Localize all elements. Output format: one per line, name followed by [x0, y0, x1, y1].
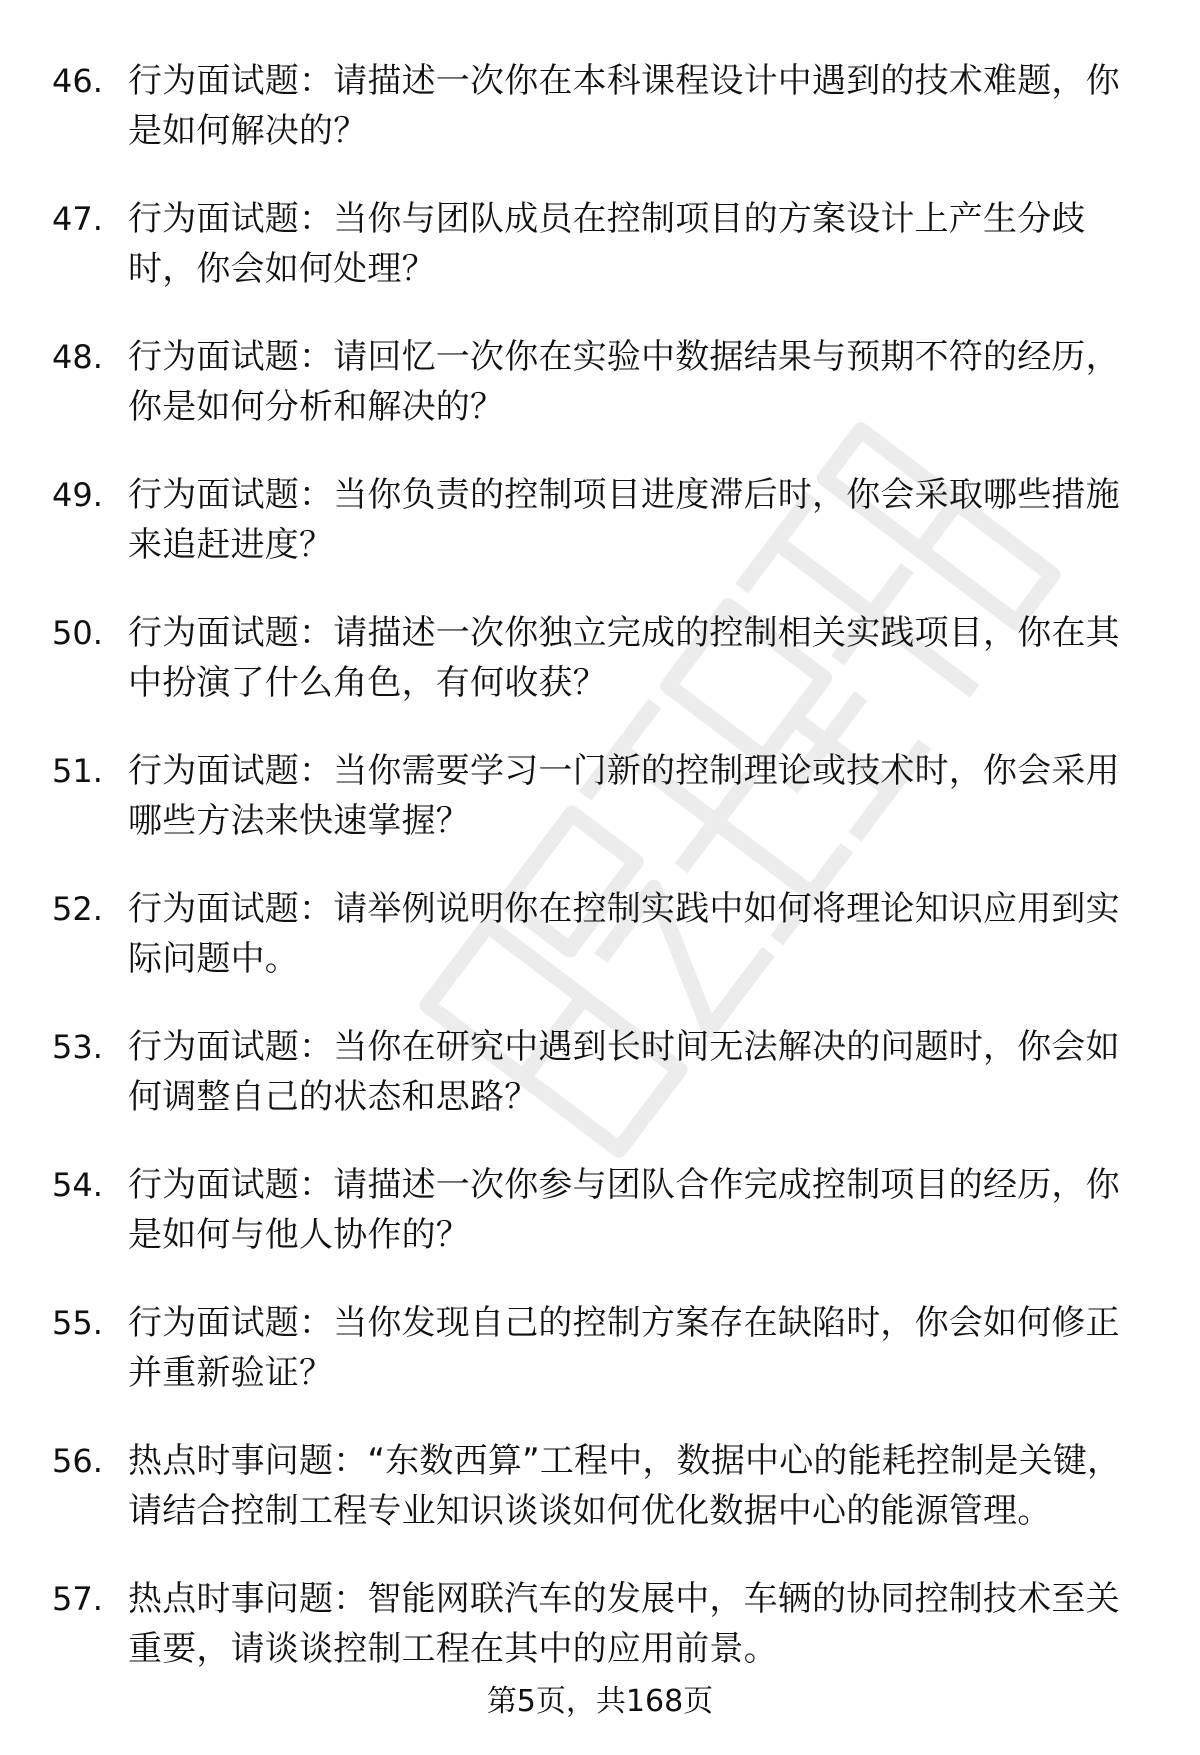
question-text: 行为面试题：当你与团队成员在控制项目的方案设计上产生分歧时，你会如何处理？ [128, 199, 1086, 289]
question-text: 行为面试题：请描述一次你在本科课程设计中遇到的技术难题，你是如何解决的？ [128, 61, 1120, 151]
question-item [52, 470, 1147, 570]
question-number: 48. [52, 338, 103, 376]
question-item [52, 884, 1147, 984]
question-list [52, 56, 1147, 1712]
question-number: 53. [52, 1028, 103, 1066]
question-number: 54. [52, 1166, 103, 1204]
question-number: 47. [52, 200, 103, 238]
question-number: 56. [52, 1442, 103, 1480]
question-item [52, 746, 1147, 846]
question-number: 50. [52, 614, 103, 652]
question-text: 行为面试题：当你需要学习一门新的控制理论或技术时，你会采用哪些方法来快速掌握？ [128, 751, 1120, 841]
question-item [52, 194, 1147, 294]
question-text: 行为面试题：当你发现自己的控制方案存在缺陷时，你会如何修正并重新验证？ [128, 1303, 1120, 1393]
question-number: 57. [52, 1580, 103, 1618]
question-text: 行为面试题：当你负责的控制项目进度滞后时，你会采取哪些措施来追赶进度？ [128, 475, 1120, 565]
question-number: 52. [52, 890, 103, 928]
question-item [52, 1022, 1147, 1122]
question-number: 55. [52, 1304, 103, 1342]
question-text: 行为面试题：请回忆一次你在实验中数据结果与预期不符的经历，你是如何分析和解决的？ [128, 337, 1120, 427]
question-number: 46. [52, 62, 103, 100]
question-text: 行为面试题：请举例说明你在控制实践中如何将理论知识应用到实际问题中。 [128, 889, 1120, 979]
question-number: 51. [52, 752, 103, 790]
question-number: 49. [52, 476, 103, 514]
question-item [52, 1436, 1147, 1536]
question-text: 行为面试题：请描述一次你参与团队合作完成控制项目的经历，你是如何与他人协作的？ [128, 1165, 1120, 1255]
question-text: 热点时事问题：智能网联汽车的发展中，车辆的协同控制技术至关重要，请谈谈控制工程在其中的应用前景。 [128, 1579, 1120, 1669]
question-item [52, 1574, 1147, 1674]
question-text: 行为面试题：当你在研究中遇到长时间无法解决的问题时，你会如何调整自己的状态和思路？ [128, 1027, 1120, 1117]
question-item [52, 1298, 1147, 1398]
page-indicator: 第5页，共168页 [486, 1684, 714, 1719]
question-item [52, 332, 1147, 432]
question-item [52, 1160, 1147, 1260]
question-text: 热点时事问题：“东数西算”工程中，数据中心的能耗控制是关键，请结合控制工程专业知识谈谈如何优化数据中心的能源管理。 [128, 1441, 1122, 1531]
question-item [52, 608, 1147, 708]
question-text: 行为面试题：请描述一次你独立完成的控制相关实践项目，你在其中扮演了什么角色，有何收获？ [128, 613, 1120, 703]
question-item [52, 56, 1147, 156]
